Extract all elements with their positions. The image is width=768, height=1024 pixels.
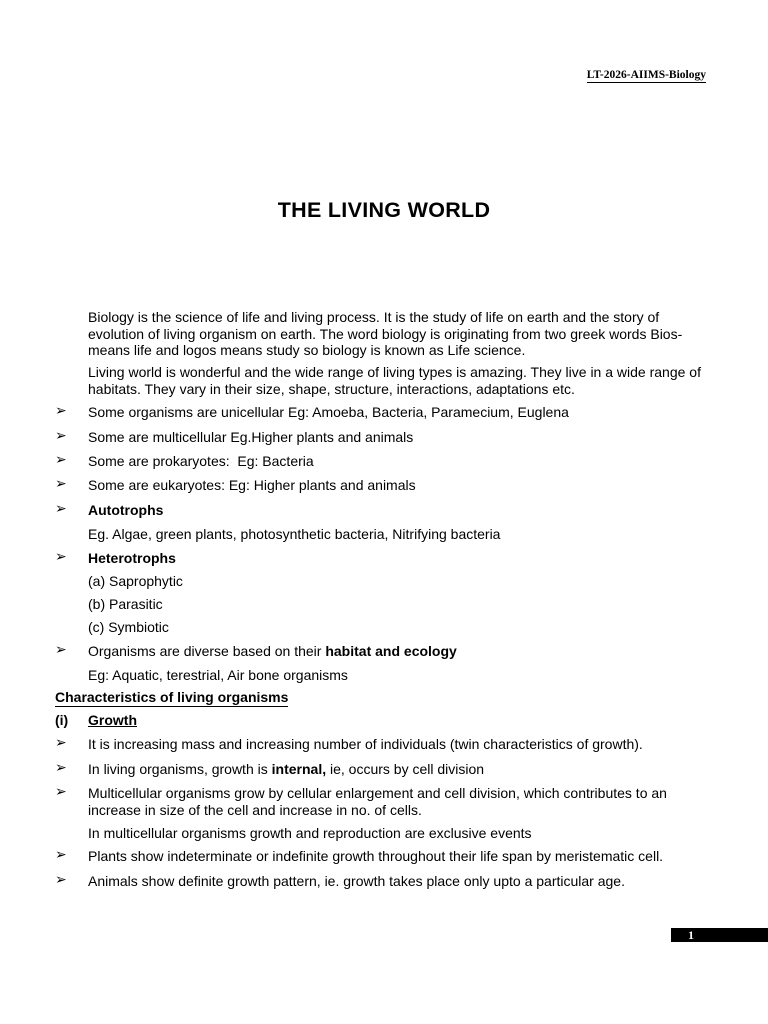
arrow-bullet-icon: ➢ [55,428,67,444]
list-item-text [88,761,718,778]
arrow-bullet-icon: ➢ [55,403,67,419]
arrow-bullet-icon: ➢ [55,476,67,492]
growth-text-suffix: ie, occurs by cell division [326,761,485,777]
subsection-number: (i) [55,712,69,728]
arrow-bullet-icon: ➢ [55,760,67,776]
diverse-text: Organisms are diverse based on their [88,643,326,659]
list-item-text: It is increasing mass and increasing number of individuals (twin characteristics of growth). [88,736,643,752]
arrow-bullet-icon: ➢ [55,784,67,800]
list-item-text [88,643,718,660]
arrow-bullet-icon: ➢ [55,642,67,658]
arrow-bullet-icon: ➢ [55,452,67,468]
autotrophs-examples: Eg. Algae, green plants, photosynthetic bacteria, Nitrifying bacteria [88,526,501,542]
list-item-text: Animals show definite growth pattern, ie. growth takes place only upto a particular age. [88,873,625,889]
list-item-text: Some are multicellular Eg.Higher plants and animals [88,429,414,445]
intro-paragraph-1: Biology is the science of life and living process. It is the study of life on earth and the story of evolution of living organism on earth. The word biology is originating from two greek words Bios-means life and logos means study so biology is known as Life science. [88,309,683,358]
growth-text: In living organisms, growth is [88,761,272,777]
page-number: 1 [671,928,768,942]
autotrophs-heading: Autotrophs [88,502,164,518]
heterotroph-type: (b) Parasitic [88,596,163,612]
page-title: THE LIVING WORLD [277,198,491,222]
heterotroph-type: (c) Symbiotic [88,619,169,635]
arrow-bullet-icon: ➢ [55,501,67,517]
diverse-emphasis: habitat and ecology [325,643,457,659]
list-item-text: Multicellular organisms grow by cellular enlargement and cell division, which contributes to an increase in size of the cell and increase in no. of cells. [88,785,667,818]
arrow-bullet-icon: ➢ [55,872,67,888]
growth-note: In multicellular organisms growth and reproduction are exclusive events [88,825,532,841]
header-tag: LT-2026-AIIMS-Biology [586,69,706,81]
section-heading: Characteristics of living organisms [55,689,289,705]
arrow-bullet-icon: ➢ [55,847,67,863]
arrow-bullet-icon: ➢ [55,549,67,565]
diverse-examples: Eg: Aquatic, terestrial, Air bone organisms [88,667,348,683]
list-item-text: Some organisms are unicellular Eg: Amoeba, Bacteria, Paramecium, Euglena [88,404,569,420]
growth-emphasis: internal, [271,761,327,777]
list-item-text: Plants show indeterminate or indefinite growth throughout their life span by meristematic cell. [88,848,664,864]
intro-paragraph-2: Living world is wonderful and the wide range of living types is amazing. They live in a wide range of habitats. They vary in their size, shape, structure, interactions, adaptations etc. [88,364,701,397]
subsection-heading: Growth [88,712,137,728]
heterotrophs-heading: Heterotrophs [88,550,176,566]
list-item-text: Some are prokaryotes: Eg: Bacteria [88,453,314,469]
heterotroph-type: (a) Saprophytic [88,573,183,589]
list-item-text: Some are eukaryotes: Eg: Higher plants and animals [88,477,416,493]
arrow-bullet-icon: ➢ [55,735,67,751]
